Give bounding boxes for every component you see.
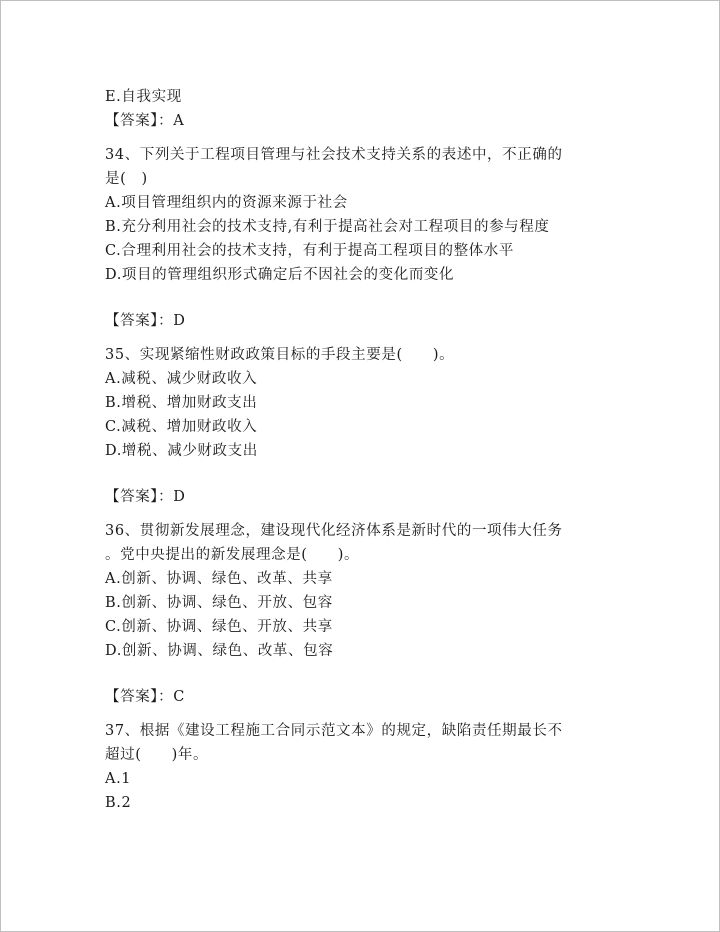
option-e: E.自我实现 <box>105 89 182 105</box>
option-b: B.充分利用社会的技术支持,有利于提高社会对工程项目的参与程度 <box>105 219 550 235</box>
option-a: A.减税、减少财政收入 <box>105 371 258 387</box>
option-c: C.创新、协调、绿色、开放、共享 <box>105 619 333 635</box>
answer-line: 【答案】：D <box>105 313 186 329</box>
question-content <box>105 85 625 815</box>
option-a: A.1 <box>105 771 132 787</box>
question-37-text: 37、根据《建设工程施工合同示范文本》的规定，缺陷责任期最长不 <box>105 723 563 739</box>
option-b: B.增税、增加财政支出 <box>105 395 258 411</box>
option-b: B.2 <box>105 795 132 811</box>
answer-line: 【答案】：A <box>105 113 185 129</box>
answer-line: 【答案】：D <box>105 489 186 505</box>
option-d: D.增税、减少财政支出 <box>105 443 258 459</box>
option-d: D.创新、协调、绿色、改革、包容 <box>105 643 334 659</box>
question-34-text-cont: 是( ) <box>105 171 148 187</box>
option-c: C.合理利用社会的技术支持，有利于提高工程项目的整体水平 <box>105 243 514 259</box>
option-a: A.项目管理组织内的资源来源于社会 <box>105 195 348 211</box>
question-36-text: 36、贯彻新发展理念，建设现代化经济体系是新时代的一项伟大任务 <box>105 523 563 539</box>
question-37-text-cont: 超过( )年。 <box>105 747 209 763</box>
question-34-text: 34、下列关于工程项目管理与社会技术支持关系的表述中，不正确的 <box>105 147 563 163</box>
answer-line: 【答案】：C <box>105 689 185 705</box>
question-35-text: 35、实现紧缩性财政政策目标的手段主要是( )。 <box>105 347 455 363</box>
option-a: A.创新、协调、绿色、改革、共享 <box>105 571 333 587</box>
option-b: B.创新、协调、绿色、开放、包容 <box>105 595 333 611</box>
option-c: C.减税、增加财政收入 <box>105 419 258 435</box>
option-d: D.项目的管理组织形式确定后不因社会的变化而变化 <box>105 267 455 283</box>
question-36-text-cont: 。党中央提出的新发展理念是( )。 <box>105 547 360 563</box>
